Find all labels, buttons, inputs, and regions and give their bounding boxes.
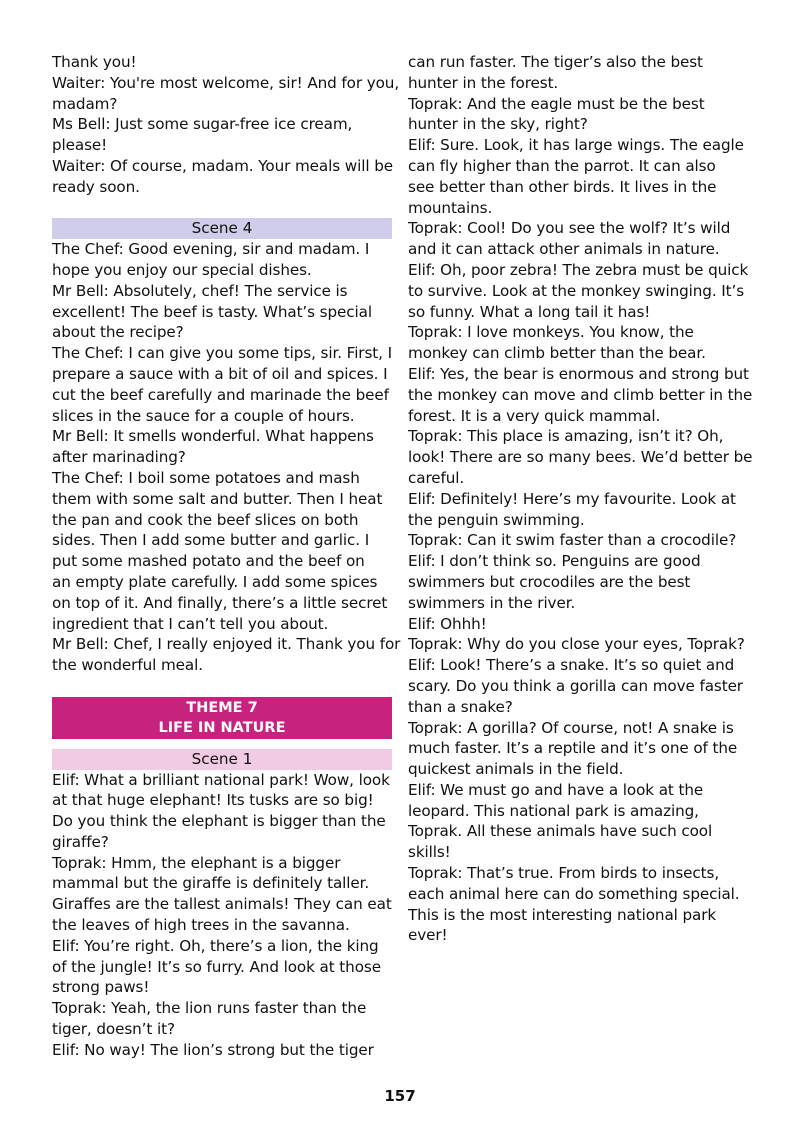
text-line: an empty plate carefully. I add some spices (52, 572, 378, 591)
text-line: much faster. It’s a reptile and it’s one of the (408, 739, 738, 758)
left-column (52, 52, 401, 1061)
text-line: Elif: No way! The lion’s strong but the tiger (52, 1040, 374, 1059)
text-line: the penguin swimming. (408, 510, 585, 529)
scene-4-heading: Scene 4 (52, 218, 392, 239)
text-line: Elif: You’re right. Oh, there’s a lion, the king (52, 936, 379, 955)
text-line: can fly higher than the parrot. It can also (408, 156, 716, 175)
text-line: skills! (408, 843, 451, 862)
text-line: the leaves of high trees in the savanna. (52, 916, 350, 935)
scene-4-dialogue (52, 239, 401, 676)
text-line: excellent! The beef is tasty. What’s special (52, 302, 372, 321)
text-line: Toprak: Cool! Do you see the wolf? It’s wild (408, 219, 731, 238)
text-line: hope you enjoy our special dishes. (52, 260, 312, 279)
text-line: mountains. (408, 198, 493, 217)
text-line: Toprak: I love monkeys. You know, the (408, 323, 694, 342)
text-line: This is the most interesting national park (408, 905, 717, 924)
text-line: quickest animals in the field. (408, 760, 624, 779)
text-line: forest. It is a very quick mammal. (408, 406, 661, 425)
text-line: Elif: We must go and have a look at the (408, 780, 704, 799)
text-line: Mr Bell: Absolutely, chef! The service is (52, 281, 348, 300)
text-line: tiger, doesn’t it? (52, 1020, 175, 1039)
text-line: Elif: Ohhh! (408, 614, 487, 633)
text-line: so funny. What a long tail it has! (408, 302, 651, 321)
text-line: see better than other birds. It lives in the (408, 177, 717, 196)
text-line: Toprak: That’s true. From birds to insects, (408, 864, 720, 883)
text-line: about the recipe? (52, 323, 184, 342)
text-line: sides. Then I add some butter and garlic. I (52, 531, 370, 550)
text-line: each animal here can do something special. (408, 884, 740, 903)
text-line: Toprak: Can it swim faster than a crocodile? (408, 531, 737, 550)
theme-title: THEME 7 (186, 699, 258, 716)
theme-subtitle: LIFE IN NATURE (158, 719, 286, 736)
text-line: to survive. Look at the monkey swinging. It’s (408, 281, 745, 300)
text-line: leopard. This national park is amazing, (408, 801, 699, 820)
text-line: can run faster. The tiger’s also the best (408, 53, 703, 71)
text-line: the wonderful meal. (52, 656, 203, 675)
text-line: Elif: What a brilliant national park! Wow, look (52, 770, 390, 789)
text-line: giraffe? (52, 832, 109, 851)
text-line: Toprak: This place is amazing, isn’t it? Oh, (408, 427, 724, 446)
text-line: hunter in the forest. (408, 73, 559, 92)
text-line: monkey can climb better than the bear. (408, 344, 706, 363)
text-line: on top of it. And finally, there’s a little secret (52, 593, 388, 612)
text-line: Giraffes are the tallest animals! They can eat (52, 895, 392, 914)
intro-dialogue (52, 52, 400, 198)
text-line: Toprak: A gorilla? Of course, not! A snake is (408, 718, 734, 737)
scene-1-dialogue (52, 770, 392, 1061)
text-line: please! (52, 136, 108, 155)
page-number: 157 (384, 1087, 416, 1105)
text-line: Toprak. All these animals have such cool (408, 822, 713, 841)
text-line: scary. Do you think a gorilla can move faster (408, 676, 743, 695)
text-line: madam? (52, 94, 118, 113)
text-line: hunter in the sky, right? (408, 115, 588, 134)
theme-banner (52, 697, 392, 739)
text-line: Toprak: Yeah, the lion runs faster than the (52, 999, 367, 1018)
text-line: Elif: Definitely! Here’s my favourite. Look at (408, 489, 736, 508)
text-line: Elif: Sure. Look, it has large wings. The eagle (408, 136, 744, 155)
text-line: put some mashed potato and the beef on (52, 552, 365, 571)
text-line: at that huge elephant! Its tusks are so big! (52, 791, 374, 810)
text-line: mammal but the giraffe is definitely taller. (52, 874, 370, 893)
text-line: swimmers in the river. (408, 593, 576, 612)
text-line: the pan and cook the beef slices on both (52, 510, 359, 529)
text-line: Thank you! (52, 53, 137, 71)
text-line: Elif: Look! There’s a snake. It’s so quiet and (408, 656, 735, 675)
text-line: strong paws! (52, 978, 150, 997)
text-line: the monkey can move and climb better in the (408, 385, 753, 404)
text-line: The Chef: I can give you some tips, sir. First, I (52, 344, 392, 363)
text-line: after marinading? (52, 448, 186, 467)
spacer (52, 739, 392, 749)
text-line: of the jungle! It’s so furry. And look at those (52, 957, 381, 976)
text-line: The Chef: I boil some potatoes and mash (52, 468, 360, 487)
text-line: and it can attack other animals in nature. (408, 240, 720, 259)
text-line: Toprak: And the eagle must be the best (408, 94, 705, 113)
text-line: Toprak: Why do you close your eyes, Toprak? (408, 635, 745, 654)
text-line: Do you think the elephant is bigger than the (52, 812, 386, 831)
text-line: ever! (408, 926, 448, 945)
text-line: swimmers but crocodiles are the best (408, 572, 691, 591)
text-line: Mr Bell: Chef, I really enjoyed it. Thank you for (52, 635, 401, 654)
text-line: Mr Bell: It smells wonderful. What happens (52, 427, 374, 446)
text-line: Waiter: Of course, madam. Your meals will be (52, 156, 393, 175)
text-line: careful. (408, 468, 465, 487)
text-line: Elif: I don’t think so. Penguins are good (408, 552, 701, 571)
spacer (52, 676, 392, 697)
text-line: look! There are so many bees. We’d better be (408, 448, 753, 467)
text-line: prepare a sauce with a bit of oil and spices. I (52, 364, 388, 383)
text-line: cut the beef carefully and marinade the beef (52, 385, 389, 404)
text-line: slices in the sauce for a couple of hours. (52, 406, 355, 425)
scene-1-dialogue-continued (408, 52, 752, 946)
text-line: them with some salt and butter. Then I heat (52, 489, 383, 508)
text-line: Elif: Oh, poor zebra! The zebra must be quick (408, 260, 749, 279)
text-line: The Chef: Good evening, sir and madam. I (52, 240, 370, 259)
text-line: ingredient that I can’t tell you about. (52, 614, 329, 633)
text-line: Toprak: Hmm, the elephant is a bigger (52, 853, 341, 872)
scene-1-heading: Scene 1 (52, 749, 392, 770)
spacer (52, 198, 392, 219)
right-column (408, 52, 752, 946)
text-line: Waiter: You're most welcome, sir! And for you, (52, 73, 400, 92)
text-line: than a snake? (408, 697, 513, 716)
text-line: Ms Bell: Just some sugar-free ice cream, (52, 115, 353, 134)
text-line: ready soon. (52, 177, 140, 196)
text-line: Elif: Yes, the bear is enormous and strong but (408, 364, 749, 383)
